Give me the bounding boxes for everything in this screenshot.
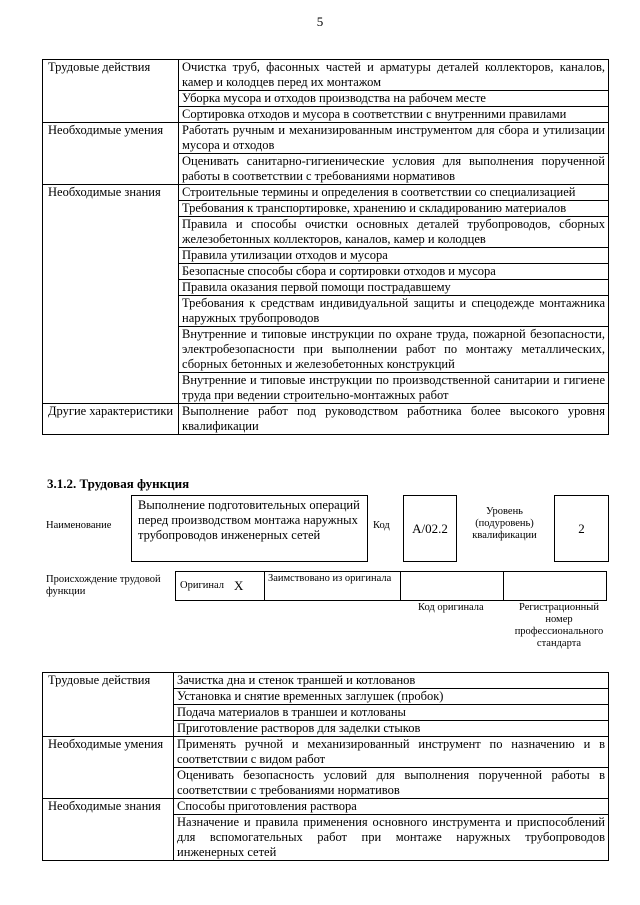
row-item-text: Правила утилизации отходов и мусора (179, 248, 609, 264)
page-number: 5 (316, 14, 324, 29)
row-item-text: Работать ручным и механизированным инструментом для сбора и утилизации мусора и отходов (179, 123, 609, 154)
row-group-label: Трудовые действия (43, 60, 179, 123)
original-code-caption: Код оригинала (418, 602, 484, 613)
row-item-text: Требования к транспортировке, хранению и складированию материалов (179, 201, 609, 217)
original-cell (175, 571, 265, 601)
registration-number-cell (503, 571, 607, 601)
row-group-label: Необходимые умения (43, 123, 179, 185)
table-2-body (43, 673, 609, 861)
row-item-text: Применять ручной и механизированный инструмент по назначению и в соответствии с видом работ (174, 737, 609, 768)
row-item-text: Строительные термины и определения в соответствии со специализацией (179, 185, 609, 201)
row-item-text: Выполнение работ под руководством работника более высокого уровня квалификации (179, 404, 609, 435)
original-label: Оригинал (180, 580, 224, 591)
row-group-label: Трудовые действия (43, 673, 174, 737)
row-item-text: Уборка мусора и отходов производства на рабочем месте (179, 91, 609, 107)
row-item-text: Внутренние и типовые инструкции по производственной санитарии и гигиене труда при ведении строительно-монтажных работ (179, 373, 609, 404)
section-heading: 3.1.2. Трудовая функция (47, 476, 190, 491)
row-item-text: Правила и способы очистки основных деталей трубопроводов, сборных железобетонных коллекторов, каналов, камер и колодцев (179, 217, 609, 248)
row-item-text: Сортировка отходов и мусора в соответствии с внутренними правилами (179, 107, 609, 123)
function-code-box: A/02.2 (403, 495, 457, 562)
table-row (43, 737, 609, 768)
original-code-cell (400, 571, 504, 601)
function-name-box: Выполнение подготовительных операций перед производством монтажа наружных трубопроводов инженерных сетей (131, 495, 368, 562)
table-row (43, 123, 609, 154)
row-item-text: Очистка труб, фасонных частей и арматуры деталей коллекторов, каналов, камер и колодцев перед их монтажом (179, 60, 609, 91)
row-item-text: Подача материалов в траншеи и котлованы (174, 705, 609, 721)
row-item-text: Назначение и правила применения основного инструмента и приспособлений для вспомогательных работ при монтаже наружных трубопроводов инженерных сетей (174, 815, 609, 861)
qualification-level-box: 2 (554, 495, 609, 562)
labor-actions-table-1 (42, 59, 609, 435)
table-row (43, 185, 609, 201)
labor-actions-table-2 (42, 672, 609, 861)
row-item-text: Зачистка дна и стенок траншей и котлованов (174, 673, 609, 689)
table-1-body (43, 60, 609, 435)
row-item-text: Оценивать безопасность условий для выполнения порученной работы в соответствии с требованиями нормативов (174, 768, 609, 799)
table-row (43, 60, 609, 91)
row-item-text: Приготовление растворов для заделки стыков (174, 721, 609, 737)
qualification-level-label: Уровень (подуровень) квалификации (472, 506, 537, 541)
row-item-text: Требования к средствам индивидуальной защиты и спецодежде монтажника наружных трубопроводов (179, 296, 609, 327)
row-group-label: Другие характеристики (43, 404, 179, 435)
table-row (43, 673, 609, 689)
row-item-text: Способы приготовления раствора (174, 799, 609, 815)
origin-row (176, 571, 609, 601)
row-group-label: Необходимые знания (43, 799, 174, 861)
row-group-label: Необходимые знания (43, 185, 179, 404)
table-row (43, 799, 609, 815)
table-row (43, 404, 609, 435)
row-item-text: Внутренние и типовые инструкции по охране труда, пожарной безопасности, электробезопасности при выполнении работ по монтажу металлических, сборных бетонных и железобетонных конструкций (179, 327, 609, 373)
row-item-text: Безопасные способы сбора и сортировки отходов и мусора (179, 264, 609, 280)
row-group-label: Необходимые умения (43, 737, 174, 799)
borrowed-cell: Заимствовано из оригинала (264, 571, 401, 601)
name-label: Наименование (46, 520, 112, 531)
registration-number-caption: Регистрационный номер профессионального стандарта (514, 602, 604, 649)
row-item-text: Установка и снятие временных заглушек (пробок) (174, 689, 609, 705)
original-mark: X (234, 578, 244, 593)
origin-label: Происхождение трудовой функции (46, 574, 161, 597)
row-item-text: Оценивать санитарно-гигиенические условия для выполнения порученной работы в соответствии с требованиями нормативов (179, 154, 609, 185)
code-label: Код (373, 520, 390, 531)
row-item-text: Правила оказания первой помощи пострадавшему (179, 280, 609, 296)
